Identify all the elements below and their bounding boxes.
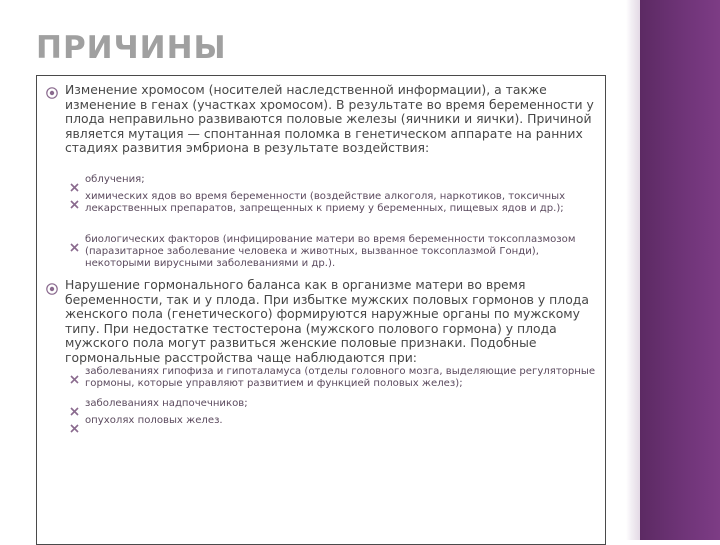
circled-dot-icon (45, 85, 59, 99)
accent-band-edge (626, 0, 640, 540)
list-item: облучения; (85, 174, 145, 185)
circled-dot-icon (45, 281, 59, 295)
paragraph-2: Нарушение гормонального баланса как в организме матери во время беременности, так и у плода. При избытке мужских половых гормонов у плода женского пола (генетического) формируются наружные органы по мужскому типу. При недостатке тестостерона (мужского полового гормона) у плода мужского пола могут развиться женские половые признаки. Подобные гормональные расстройства чаще наблюдаются при: (65, 277, 589, 365)
list-item: опухолях половых желез. (85, 415, 223, 426)
x-mark-icon (70, 177, 79, 186)
x-mark-icon (70, 194, 79, 203)
list-item: биологических факторов (инфицирование матери во время беременности токсоплазмозом (паразитарное заболевание человека и животных, вызванное токсоплазмой Гонди), некоторыми вирусными заболеваниями и др.). (85, 234, 576, 270)
list-item: заболеваниях гипофиза и гипоталамуса (отделы головного мозга, выделяющие регуляторные гормоны, которые управляют развитием и функцией половых желез); (85, 366, 596, 390)
list-item: химических ядов во время беременности (воздействие алкоголя, наркотиков, токсичных лекарственных препаратов, запрещенных к приему у беременных, пищевых ядов и др.); (85, 191, 566, 215)
x-mark-icon (70, 418, 79, 427)
content-box (36, 75, 606, 545)
x-mark-icon (70, 369, 79, 378)
accent-band (640, 0, 720, 540)
x-mark-icon (70, 237, 79, 246)
paragraph-1: Изменение хромосом (носителей наследственной информации), а также изменение в генах (участках хромосом). В результате во время беременности у плода неправильно развиваются половые железы (яичники и яички). Причиной является мутация — спонтанная поломка в генетическом аппарате на ранних стадиях развития эмбриона в результате воздействия: (65, 82, 594, 156)
slide-title: ПРИЧИНЫ (36, 30, 227, 66)
list-item: заболеваниях надпочечников; (85, 398, 248, 409)
x-mark-icon (70, 401, 79, 410)
